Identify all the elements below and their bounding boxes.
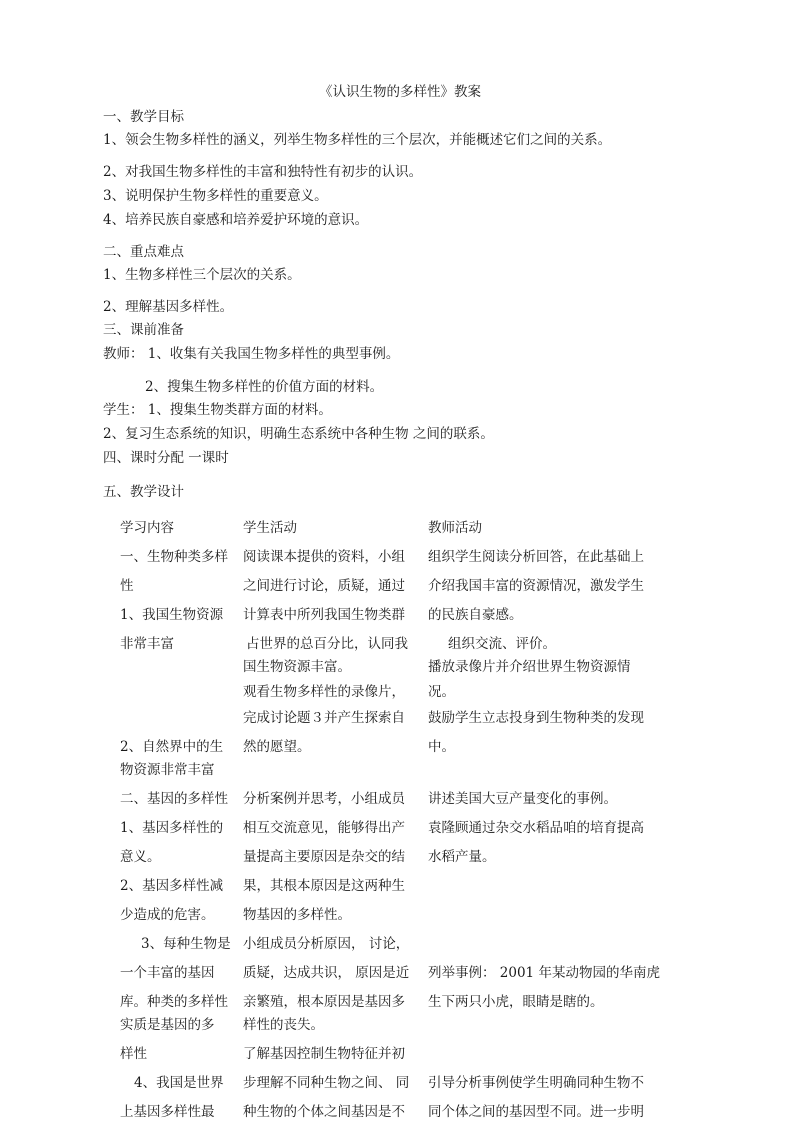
table-cell: 意义。	[120, 849, 161, 865]
table-cell: 之间进行讨论，质疑，通过	[243, 578, 405, 594]
table-cell: 亲繁殖，根本原因是基因多	[243, 994, 405, 1010]
table-cell: 同个体之间的基因型不同。进一步明	[428, 1104, 644, 1120]
table-cell: 计算表中所列我国生物类群	[243, 607, 405, 623]
table-cell: 2、基因多样性减	[120, 878, 224, 894]
paragraph: 1、领会生物多样性的涵义，列举生物多样性的三个层次，并能概述它们之间的关系。	[103, 132, 612, 148]
table-cell: 库。种类的多样性	[120, 994, 228, 1010]
table-cell: 组织学生阅读分析回答，在此基础上	[428, 549, 644, 565]
table-cell: 实质是基因的多	[120, 1017, 215, 1033]
paragraph: 2、理解基因多样性。	[103, 299, 234, 315]
table-cell: 样性的丧失。	[243, 1017, 324, 1033]
table-cell: 果，其根本原因是这两种生	[243, 878, 405, 894]
table-cell: 3、每种生物是	[141, 936, 231, 952]
table-cell: 上基因多样性最	[120, 1104, 215, 1120]
table-cell: 种生物的个体之间基因是不	[243, 1104, 405, 1120]
table-cell: 袁隆顾通过杂交水稻品咱的培育提高	[428, 820, 644, 836]
table-header: 学生活动	[243, 520, 297, 536]
table-cell: 少造成的危害。	[120, 907, 215, 923]
table-cell: 国生物资源丰富。	[243, 659, 351, 675]
table-cell: 二、基因的多样性	[120, 791, 228, 807]
table-cell: 水稻产量。	[428, 849, 496, 865]
table-header: 教师活动	[428, 520, 482, 536]
paragraph: 4、培养民族自豪感和培养爱护环境的意识。	[103, 212, 369, 228]
table-cell: 阅读课本提供的资料，小组	[243, 549, 405, 565]
table-cell: 的民族自豪感。	[428, 607, 523, 623]
table-header: 学习内容	[120, 520, 174, 536]
table-cell: 介绍我国丰富的资源情况，激发学生	[428, 578, 644, 594]
section-heading: 二、重点难点	[103, 244, 184, 260]
table-cell: 列举事例： 2001 年某动物园的华南虎	[428, 965, 660, 981]
table-cell: 物基因的多样性。	[243, 907, 351, 923]
paragraph: 1、生物多样性三个层次的关系。	[103, 267, 301, 283]
table-cell: 量提高主要原因是杂交的结	[243, 849, 405, 865]
table-cell: 1、我国生物资源	[120, 607, 224, 623]
table-cell: 相互交流意见，能够得出产	[243, 820, 405, 836]
table-cell: 了解基因控制生物特征并初	[243, 1046, 405, 1062]
paragraph: 学生： 1、搜集生物类群方面的材料。	[103, 402, 332, 418]
table-cell: 组织交流、评价。	[448, 636, 556, 652]
paragraph: 3、说明保护生物多样性的重要意义。	[103, 188, 328, 204]
table-cell: 非常丰富	[120, 636, 174, 652]
table-cell: 播放录像片并介绍世界生物资源情	[428, 659, 631, 675]
table-cell: 样性	[120, 1046, 147, 1062]
table-cell: 生下两只小虎，眼睛是瞎的。	[428, 994, 604, 1010]
table-cell: 2、自然界中的生	[120, 739, 224, 755]
table-cell: 况。	[428, 684, 455, 700]
table-cell: 一、生物种类多样	[120, 549, 228, 565]
table-cell: 1、基因多样性的	[120, 820, 224, 836]
section-heading: 五、教学设计	[103, 484, 184, 500]
paragraph: 2、对我国生物多样性的丰富和独特性有初步的认识。	[103, 164, 423, 180]
section-heading: 一、教学目标	[103, 109, 184, 125]
paragraph: 2、搜集生物多样性的价值方面的材料。	[145, 379, 384, 395]
paragraph: 教师： 1、收集有关我国生物多样性的典型事例。	[103, 346, 400, 362]
paragraph: 2、复习生态系统的知识，明确生态系统中各种生物 之间的联系。	[103, 426, 494, 442]
table-cell: 步理解不同种生物之间、 同	[243, 1075, 410, 1091]
section-heading: 四、课时分配 一课时	[103, 450, 229, 466]
table-cell: 完成讨论题３并产生探索自	[243, 710, 405, 726]
table-cell: 引导分析事例使学生明确同种生物不	[428, 1075, 644, 1091]
table-cell: 性	[120, 578, 134, 594]
table-cell: 然的愿望。	[243, 739, 311, 755]
table-cell: 一个丰富的基因	[120, 965, 215, 981]
table-cell: 4、我国是世界	[134, 1075, 224, 1091]
table-cell: 中。	[428, 739, 455, 755]
table-cell: 讲述美国大豆产量变化的事例。	[428, 791, 617, 807]
table-cell: 观看生物多样性的录像片，	[243, 684, 405, 700]
table-cell: 鼓励学生立志投身到生物种类的发现	[428, 710, 644, 726]
table-cell: 物资源非常丰富	[120, 762, 215, 778]
table-cell: 质疑，达成共识， 原因是近	[243, 965, 410, 981]
table-cell: 占世界的总百分比，认同我	[246, 636, 408, 652]
section-heading: 三、课前准备	[103, 322, 184, 338]
table-cell: 分析案例并思考，小组成员	[243, 791, 405, 807]
table-cell: 小组成员分析原因， 讨论，	[243, 936, 410, 952]
doc-title: 《认识生物的多样性》教案	[319, 84, 481, 100]
